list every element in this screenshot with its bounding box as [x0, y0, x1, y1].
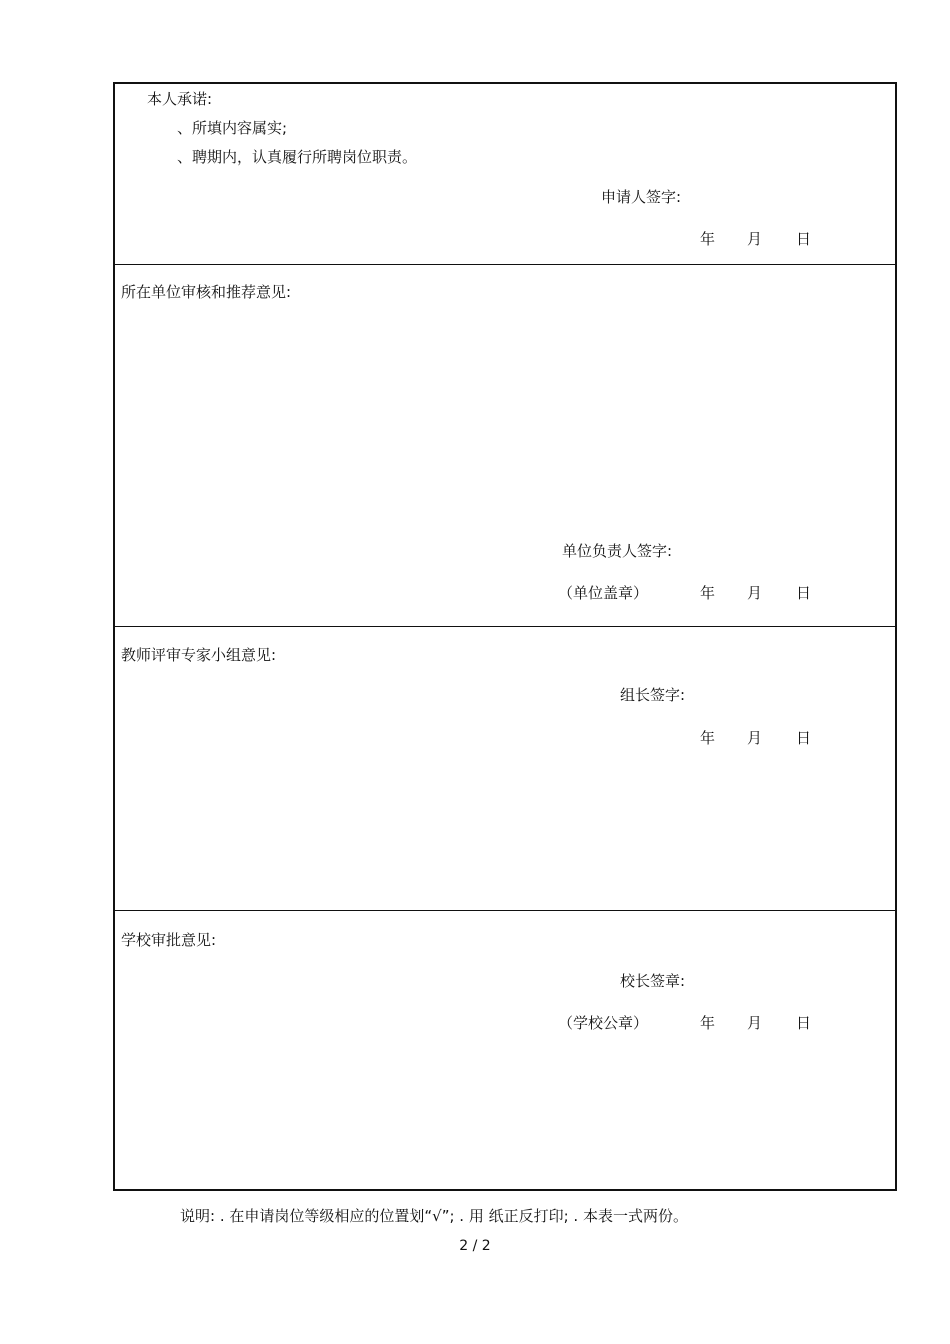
- page-number: 2 / 2: [459, 1238, 491, 1254]
- school-month-label: 月: [747, 1014, 763, 1032]
- school-approval-section: [115, 911, 895, 1191]
- unit-review-heading: 所在单位审核和推荐意见:: [121, 283, 292, 301]
- unit-month-label: 月: [747, 584, 763, 602]
- school-seal-label: （学校公章）: [558, 1014, 649, 1032]
- school-day-label: 日: [796, 1014, 812, 1032]
- unit-leader-signature-label: 单位负责人签字:: [562, 542, 673, 560]
- expert-year-label: 年: [700, 729, 716, 747]
- group-leader-signature-label: 组长签字:: [620, 686, 686, 704]
- principal-signature-label: 校长签章:: [620, 972, 686, 990]
- pledge-item-1: 、所填内容属实;: [177, 119, 288, 137]
- pledge-year-label: 年: [700, 230, 716, 248]
- pledge-day-label: 日: [796, 230, 812, 248]
- expert-month-label: 月: [747, 729, 763, 747]
- unit-seal-label: （单位盖章）: [558, 584, 649, 602]
- footer-note: 说明: . 在申请岗位等级相应的位置划“√”; . 用 纸正反打印; . 本表一式两份。: [180, 1207, 688, 1225]
- applicant-signature-label: 申请人签字:: [601, 188, 682, 206]
- application-form-table: [113, 82, 897, 1191]
- school-year-label: 年: [700, 1014, 716, 1032]
- unit-day-label: 日: [796, 584, 812, 602]
- pledge-month-label: 月: [747, 230, 763, 248]
- pledge-heading: 本人承诺:: [147, 90, 213, 108]
- expert-panel-heading: 教师评审专家小组意见:: [121, 646, 277, 664]
- pledge-item-2: 、聘期内，认真履行所聘岗位职责。: [177, 148, 418, 166]
- expert-day-label: 日: [796, 729, 812, 747]
- unit-year-label: 年: [700, 584, 716, 602]
- school-approval-heading: 学校审批意见:: [121, 931, 217, 949]
- pledge-section: [115, 84, 895, 265]
- unit-review-section: [115, 265, 895, 627]
- expert-panel-section: [115, 627, 895, 911]
